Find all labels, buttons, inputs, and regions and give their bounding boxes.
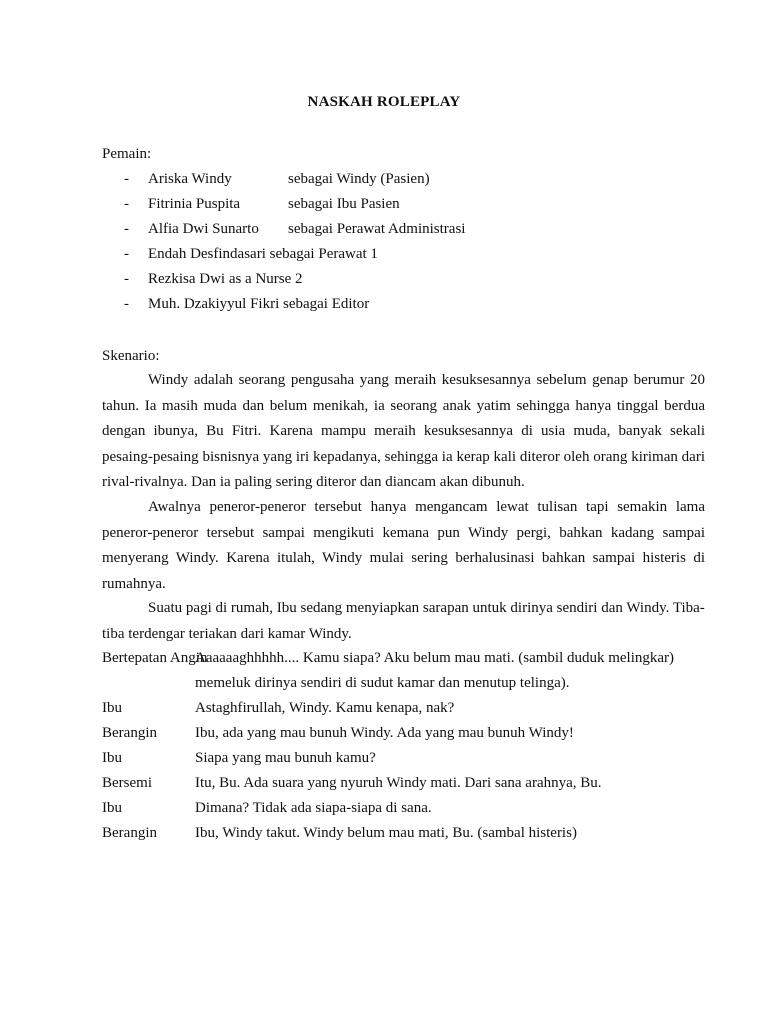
dialogue-line: [102, 650, 712, 675]
dialogue-speaker: Ibu: [102, 800, 122, 816]
dialogue-line: [102, 700, 712, 725]
document-title: NASKAH ROLEPLAY: [307, 94, 461, 110]
dialogue-line: [102, 825, 712, 850]
dialogue-text: Aaaaaaghhhhh.... Kamu siapa? Aku belum mau mati. (sambil duduk melingkar): [195, 650, 675, 666]
list-dash: -: [124, 171, 129, 187]
dialogue-speaker: Berangin: [102, 825, 157, 841]
dialogue-text: Ibu, ada yang mau bunuh Windy. Ada yang mau bunuh Windy!: [195, 725, 574, 741]
dialogue-speaker: Ibu: [102, 700, 122, 716]
dialogue-text: Dimana? Tidak ada siapa-siapa di sana.: [195, 800, 432, 816]
list-dash: -: [124, 271, 129, 287]
dialogue-speaker: Ibu: [102, 750, 122, 766]
dialogue-line: [102, 800, 712, 825]
cast-role: sebagai Perawat Administrasi: [288, 221, 466, 237]
list-dash: -: [124, 221, 129, 237]
cast-label: Pemain:: [102, 146, 152, 162]
list-dash: -: [124, 296, 129, 312]
dialogue-speaker: Berangin: [102, 725, 157, 741]
cast-name: Alfia Dwi Sunarto: [148, 221, 259, 237]
cast-line: Endah Desfindasari sebagai Perawat 1: [148, 246, 378, 262]
list-dash: -: [124, 196, 129, 212]
cast-role: sebagai Ibu Pasien: [288, 196, 400, 212]
scenario-label: Skenario:: [102, 348, 160, 364]
list-dash: -: [124, 246, 129, 262]
dialogue-line: [102, 775, 712, 800]
dialogue-speaker: Bertepatan Angin: [102, 650, 208, 666]
cast-line: Rezkisa Dwi as a Nurse 2: [148, 271, 303, 287]
scenario-paragraph: Awalnya peneror-peneror tersebut hanya mengancam lewat tulisan tapi semakin lama peneror-peneror tersebut sampai mengikuti kemana pun Windy pergi, bahkan kadang sampai menyerang Windy. Karena itulah, Windy mulai sering berhalusinasi bahkan sampai histeris di rumahnya.: [102, 499, 705, 592]
dialogue-text: Itu, Bu. Ada suara yang nyuruh Windy mati. Dari sana arahnya, Bu.: [195, 775, 602, 791]
dialogue-speaker: Bersemi: [102, 775, 152, 791]
cast-name: Ariska Windy: [148, 171, 232, 187]
scenario-paragraph: Suatu pagi di rumah, Ibu sedang menyiapkan sarapan untuk dirinya sendiri dan Windy. Tiba-tiba terdengar teriakan dari kamar Windy.: [102, 600, 705, 642]
cast-name: Fitrinia Puspita: [148, 196, 241, 212]
dialogue-line: [102, 750, 712, 775]
cast-role: sebagai Windy (Pasien): [288, 171, 430, 187]
dialogue-line: [102, 725, 712, 750]
dialogue-continuation: memeluk dirinya sendiri di sudut kamar dan menutup telinga).: [195, 675, 570, 691]
dialogue-text: Astaghfirullah, Windy. Kamu kenapa, nak?: [195, 700, 455, 716]
dialogue-text: Siapa yang mau bunuh kamu?: [195, 750, 376, 766]
dialogue-text: Ibu, Windy takut. Windy belum mau mati, Bu. (sambal histeris): [195, 825, 577, 841]
scenario-paragraph: Windy adalah seorang pengusaha yang meraih kesuksesannya sebelum genap berumur 20 tahun. Ia masih muda dan belum menikah, ia seorang anak yatim sehingga hanya tinggal berdua dengan ibunya, Bu Fitri. Karena mampu meraih kesuksesannya di usia muda, banyak sekali pesaing-pesaing bisnisnya yang iri kepadanya, sehingga ia kerap kali diteror oleh orang kiriman dari rival-rivalnya. Dan ia paling sering diteror dan diancam akan dibunuh.: [102, 372, 705, 490]
cast-line: Muh. Dzakiyyul Fikri sebagai Editor: [148, 296, 370, 312]
